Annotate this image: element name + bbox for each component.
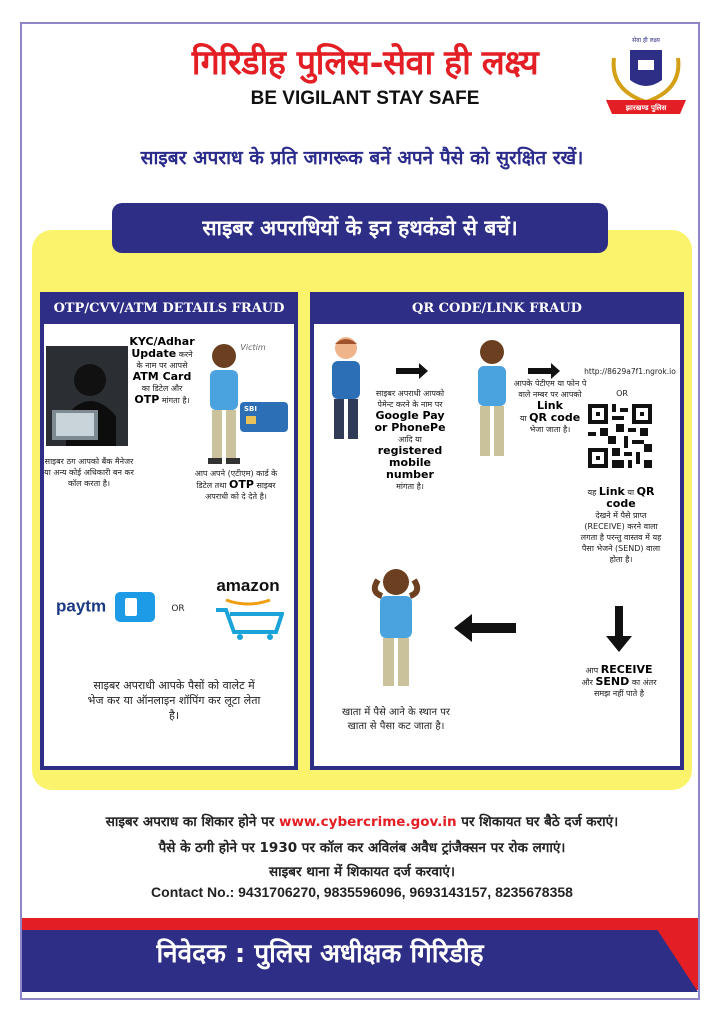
footer-line-1: साइबर अपराध का शिकार होने पर www.cybercrime.gov.in पर शिकायत घर बैठे दर्ज कराएं। bbox=[105, 814, 619, 830]
footer-line-3: साइबर थाना में शिकायत दर्ज करवाएं। bbox=[269, 864, 455, 880]
sbi-card bbox=[240, 402, 288, 432]
footer-line-2: पैसे के ठगी होने पर 1930 पर कॉल कर अविलंब अवैध ट्रांजैक्सन पर रोक लगाएं। bbox=[158, 840, 566, 856]
or-label: OR bbox=[171, 604, 185, 614]
wallet-icon bbox=[115, 592, 155, 622]
page-subtitle: BE VIGILANT STAY SAFE bbox=[250, 88, 480, 109]
link-url: http://8629a7f1.ngrok.io bbox=[584, 367, 676, 376]
caption-e: खाता में पैसे आने के स्थान पर खाता से पैसा कट जाता है। bbox=[342, 707, 450, 732]
paytm-label: paytm bbox=[56, 596, 107, 616]
qr-code-icon bbox=[588, 404, 652, 468]
cart-icon bbox=[212, 596, 284, 640]
wallet-caption: साइबर अपराधी आपके पैसों को वालेट में भेज कर या ऑनलाइन शॉपिंग कर लूटा लेता है। bbox=[87, 679, 261, 722]
page-title: गिरिडीह पुलिस-सेवा ही लक्ष्य bbox=[191, 43, 539, 83]
qr-or-label: OR bbox=[616, 389, 628, 398]
qr-panel-heading: QR CODE/LINK FRAUD bbox=[314, 296, 680, 324]
kyc-caption: KYC/Adhar Update करने के नाम पर आपसे ATM Card का डिटेल और OTP मांगता है। bbox=[129, 335, 195, 406]
logo-ribbon-text: झारखण्ड पुलिस bbox=[625, 104, 667, 112]
footer-band-text: निवेदक : पुलिस अधीक्षक गिरिडीह bbox=[156, 939, 484, 969]
amazon-logo bbox=[212, 576, 284, 646]
police-logo bbox=[600, 30, 692, 122]
logo-top-text: सेवा ही लक्ष्य bbox=[632, 37, 660, 44]
worried-man-illustration bbox=[360, 562, 432, 692]
caption-a: साइबर अपराधी आपको पेमेन्ट करने के नाम पर Google Pay or PhonePe आदि या registered mobile number मांगता है। bbox=[374, 389, 446, 491]
arrow-down-icon bbox=[606, 606, 632, 652]
arrow-right-icon-2 bbox=[528, 368, 552, 374]
warning-pill: साइबर अपराधियों के इन हथकंडो से बचें। bbox=[112, 203, 608, 253]
thug-caption: साइबर ठग आपको बैंक मैनेजर या अन्य कोई अधिकारी बन कर कॉल करता है। bbox=[44, 457, 134, 488]
caption-c: यह Link या QR code देखने में पैसे प्राप्त (RECEIVE) करने वाला लगता है परन्तु वास्तव में यह पैसा भेजने (SEND) वाला होता है। bbox=[580, 485, 662, 564]
scammer-illustration bbox=[320, 334, 370, 446]
amazon-label: amazon bbox=[216, 576, 280, 595]
hacker-illustration bbox=[46, 346, 128, 446]
otp-panel-heading: OTP/CVV/ATM DETAILS FRAUD bbox=[44, 296, 294, 324]
paytm-logo bbox=[56, 592, 155, 622]
contact-numbers: Contact No.: 9431706270, 9835596096, 9693143157, 8235678358 bbox=[151, 884, 573, 900]
cybercrime-link[interactable]: www.cybercrime.gov.in bbox=[278, 814, 457, 830]
sbi-label: SBI bbox=[244, 405, 257, 413]
caption-d: आप RECEIVE और SEND का अंतर समझ नहीं पाते है bbox=[581, 663, 657, 698]
arrow-left-icon bbox=[454, 614, 516, 642]
victim-label: Victim bbox=[240, 343, 266, 352]
arrow-right-icon bbox=[396, 368, 420, 374]
caption-b: आपके पेटीएम या फोन पे वाले नम्बर पर आपको Link या QR code भेजा जाता है। bbox=[513, 379, 587, 434]
victim-caption: आप अपने (एटीएम) कार्ड के डिटेल तथा OTP साइबर अपराधी को दे देते है। bbox=[194, 469, 278, 501]
headline: साइबर अपराध के प्रति जागरूक बनें अपने पैसे को सुरक्षित रखें। bbox=[140, 147, 584, 169]
